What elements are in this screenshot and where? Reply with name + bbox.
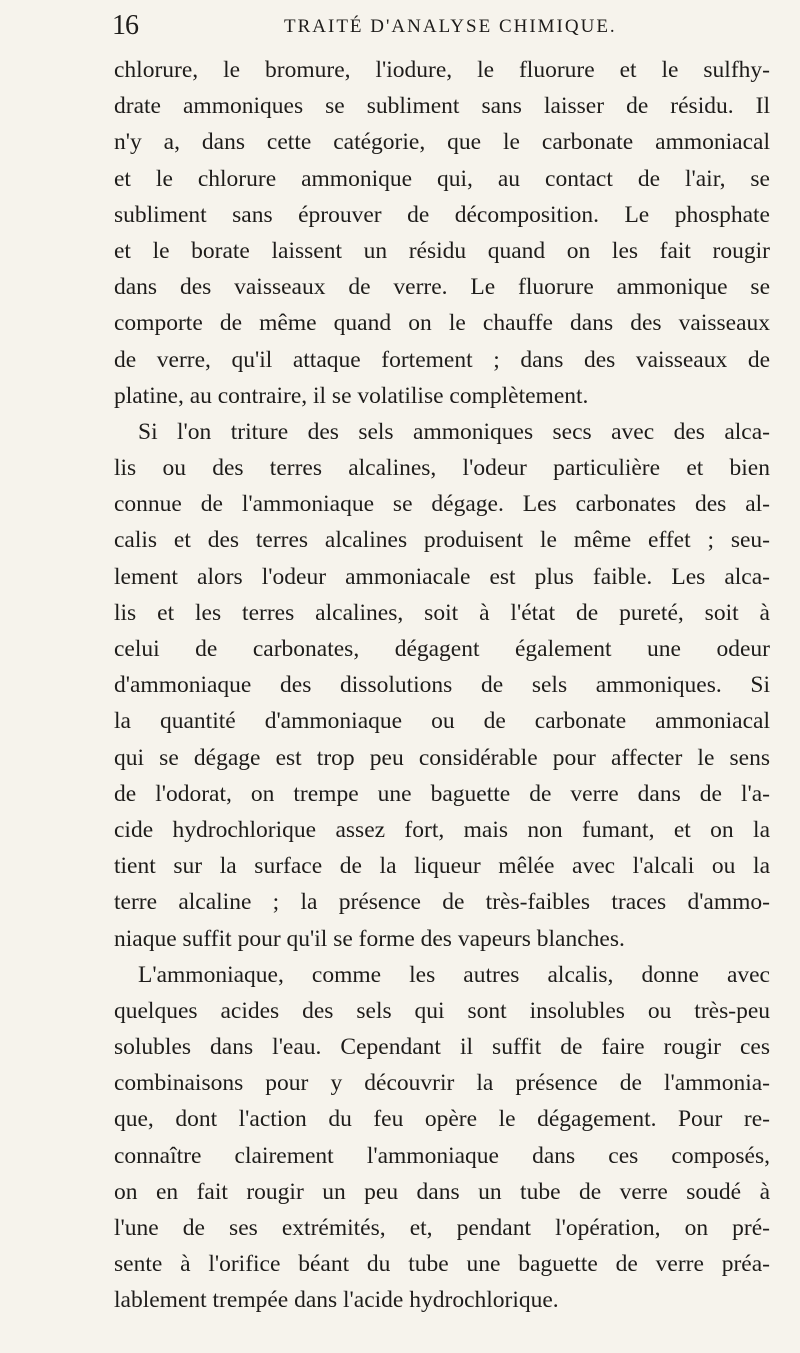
text-line: on en fait rougir un peu dans un tube de verre soudé à: [114, 1178, 770, 1205]
text-line: sente à l'orifice béant du tube une baguette de verre préa-: [114, 1251, 770, 1278]
text-line: dans des vaisseaux de verre. Le fluorure ammonique se: [114, 274, 770, 301]
text-line: connue de l'ammoniaque se dégage. Les carbonates des al-: [114, 491, 770, 518]
text-line: quelques acides des sels qui sont insolubles ou très-peu: [114, 997, 770, 1024]
text-line: chlorure, le bromure, l'iodure, le fluorure et le sulfhy-: [114, 57, 770, 83]
text-line: lis ou des terres alcalines, l'odeur particulière et bien: [114, 455, 770, 482]
header-title: TRAITÉ D'ANALYSE CHIMIQUE.: [284, 16, 617, 37]
text-line: lablement trempée dans l'acide hydrochlorique.: [114, 1287, 559, 1314]
text-line: et le chlorure ammonique qui, au contact de l'air, se: [114, 165, 770, 192]
text-line: celui de carbonates, dégagent également une odeur: [114, 636, 770, 662]
text-line: n'y a, dans cette catégorie, que le carbonate ammoniacal: [114, 129, 770, 156]
text-line: Si l'on triture des sels ammoniques secs avec des alca-: [138, 418, 770, 445]
text-line: de l'odorat, on trempe une baguette de verre dans de l'a-: [114, 780, 770, 807]
text-line: terre alcaline ; la présence de très-faibles traces d'ammo-: [114, 889, 770, 916]
text-line: cide hydrochlorique assez fort, mais non fumant, et on la: [114, 816, 770, 843]
text-line: subliment sans éprouver de décomposition. Le phosphate: [114, 201, 770, 228]
text-line: d'ammoniaque des dissolutions de sels ammoniques. Si: [114, 672, 770, 699]
running-head: [112, 10, 772, 44]
text-line: lis et les terres alcalines, soit à l'état de pureté, soit à: [114, 599, 770, 626]
text-line: et le borate laissent un résidu quand on les fait rougir: [114, 237, 770, 264]
text-line: de verre, qu'il attaque fortement ; dans des vaisseaux de: [114, 346, 770, 373]
text-line: combinaisons pour y découvrir la présence de l'ammonia-: [114, 1070, 770, 1097]
text-line: niaque suffit pour qu'il se forme des vapeurs blanches.: [114, 925, 625, 952]
text-line: connaître clairement l'ammoniaque dans ces composés,: [114, 1142, 770, 1169]
text-line: drate ammoniques se subliment sans laisser de résidu. Il: [114, 93, 770, 120]
text-line: l'une de ses extrémités, et, pendant l'opération, on pré-: [114, 1215, 770, 1241]
text-line: tient sur la surface de la liqueur mêlée avec l'alcali ou la: [114, 853, 770, 880]
text-line: lement alors l'odeur ammoniacale est plus faible. Les alca-: [114, 563, 770, 590]
text-line: calis et des terres alcalines produisent le même effet ; seu-: [114, 527, 770, 554]
body-text: [114, 52, 770, 1319]
text-line: la quantité d'ammoniaque ou de carbonate ammoniacal: [114, 708, 770, 735]
text-line: que, dont l'action du feu opère le dégagement. Pour re-: [114, 1106, 770, 1133]
text-line: platine, au contraire, il se volatilise complètement.: [114, 382, 589, 409]
text-line: qui se dégage est trop peu considérable pour affecter le sens: [114, 744, 770, 771]
text-line: comporte de même quand on le chauffe dans des vaisseaux: [114, 310, 770, 337]
text-line: solubles dans l'eau. Cependant il suffit de faire rougir ces: [114, 1034, 770, 1061]
page-number: 16: [112, 10, 138, 41]
text-line: L'ammoniaque, comme les autres alcalis, donne avec: [138, 961, 770, 988]
